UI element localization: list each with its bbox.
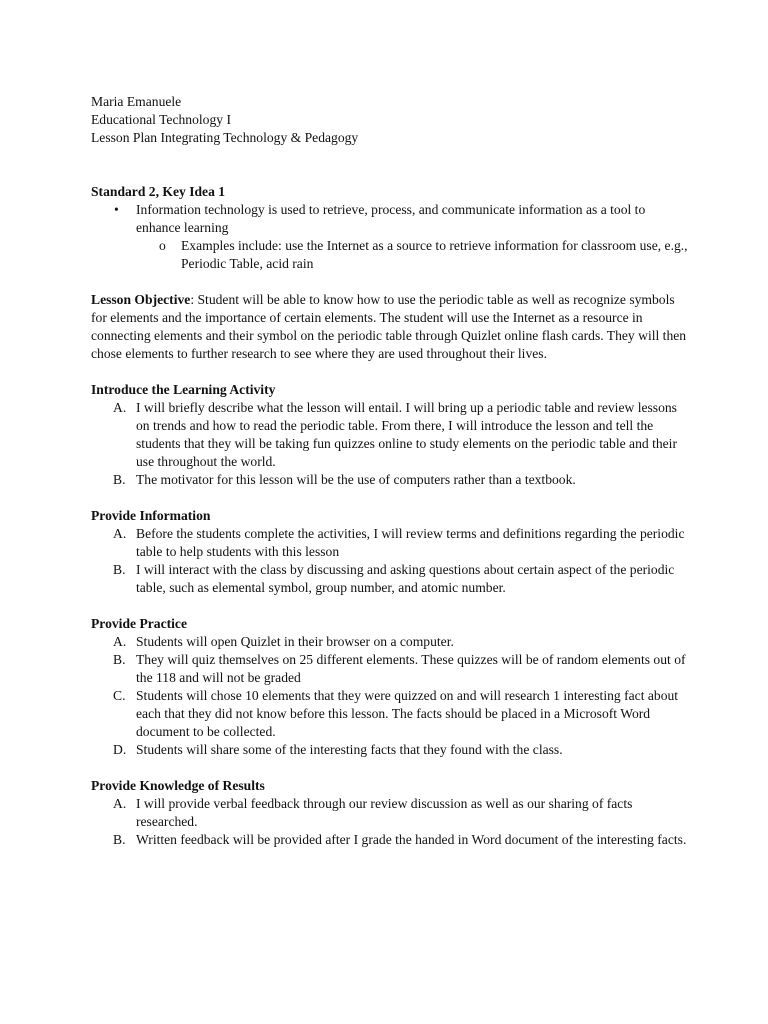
list-marker: A.: [113, 634, 127, 649]
spacer: [91, 363, 691, 381]
list-item-text: The motivator for this lesson will be the use of computers rather than a textbook.: [136, 472, 576, 487]
author-name: Maria Emanuele: [91, 94, 182, 109]
bullet-item: [91, 201, 691, 237]
section-heading: Introduce the Learning Activity: [91, 382, 276, 397]
list-marker: B.: [113, 832, 126, 847]
standard-heading: Standard 2, Key Idea 1: [91, 184, 226, 199]
list-item: [91, 795, 691, 831]
spacer: [91, 147, 691, 165]
document-title: Lesson Plan Integrating Technology & Pedagogy: [91, 130, 359, 145]
list-marker: A.: [113, 796, 127, 811]
list-item: [91, 741, 691, 759]
lesson-objective: [91, 291, 691, 363]
course-name: Educational Technology I: [91, 112, 231, 127]
list-item-text: Students will chose 10 elements that they were quizzed on and will research 1 interesting fact about each that they did not know before this lesson. The facts should be placed in a Microsoft Word document to be collected.: [136, 688, 679, 739]
lesson-objective-label: Lesson Objective: [91, 292, 191, 307]
list-item-text: Students will share some of the interesting facts that they found with the class.: [136, 742, 563, 757]
list-item: [91, 831, 691, 849]
list-item: [91, 651, 691, 687]
lesson-objective-text: : Student will be able to know how to use the periodic table as well as recognize symbols for elements and the importance of certain elements. The student will use the Internet as a resource in connecting elements and their symbol on the periodic table through Quizlet online flash cards. They will then chose elements to further research to see where they are used throughout their lives.: [91, 292, 687, 361]
list-item-text: Written feedback will be provided after I grade the handed in Word document of the interesting facts.: [136, 832, 687, 847]
spacer: [91, 489, 691, 507]
list-marker: A.: [113, 526, 127, 541]
list-item-text: Students will open Quizlet in their browser on a computer.: [136, 634, 454, 649]
spacer: [91, 597, 691, 615]
list-marker: B.: [113, 472, 126, 487]
spacer: [91, 759, 691, 777]
list-marker: B.: [113, 562, 126, 577]
list-item-text: I will provide verbal feedback through our review discussion as well as our sharing of facts researched.: [136, 796, 633, 829]
list-item-text: I will briefly describe what the lesson will entail. I will bring up a periodic table and review lessons on trends and how to read the periodic table. From there, I will introduce the lesson and tell the students that they will be taking fun quizzes online to study elements on the periodic table and their use throughout the world.: [136, 400, 677, 469]
document-body: [91, 93, 691, 849]
list-marker: B.: [113, 652, 126, 667]
list-item: [91, 633, 691, 651]
spacer: [91, 165, 691, 183]
section-heading: Provide Information: [91, 508, 211, 523]
list-item: [91, 687, 691, 741]
section-heading: Provide Knowledge of Results: [91, 778, 265, 793]
sub-bullet-text: Examples include: use the Internet as a source to retrieve information for classroom use, e.g., Periodic Table, acid rain: [181, 238, 688, 271]
list-marker: A.: [113, 400, 127, 415]
list-item: [91, 399, 691, 471]
list-item: [91, 471, 691, 489]
list-item: [91, 525, 691, 561]
sub-bullet-icon: o: [159, 238, 166, 253]
list-item-text: I will interact with the class by discussing and asking questions about certain aspect of the periodic table, such as elemental symbol, group number, and atomic number.: [136, 562, 675, 595]
list-marker: C.: [113, 688, 126, 703]
sub-bullet-item: [91, 237, 691, 273]
spacer: [91, 273, 691, 291]
bullet-text: Information technology is used to retrieve, process, and communicate information as a tool to enhance learning: [136, 202, 646, 235]
section-heading: Provide Practice: [91, 616, 187, 631]
list-item-text: Before the students complete the activities, I will review terms and definitions regarding the periodic table to help students with this lesson: [136, 526, 685, 559]
bullet-icon: •: [114, 202, 119, 217]
list-marker: D.: [113, 742, 127, 757]
list-item: [91, 561, 691, 597]
list-item-text: They will quiz themselves on 25 different elements. These quizzes will be of random elements out of the 118 and will not be graded: [136, 652, 686, 685]
